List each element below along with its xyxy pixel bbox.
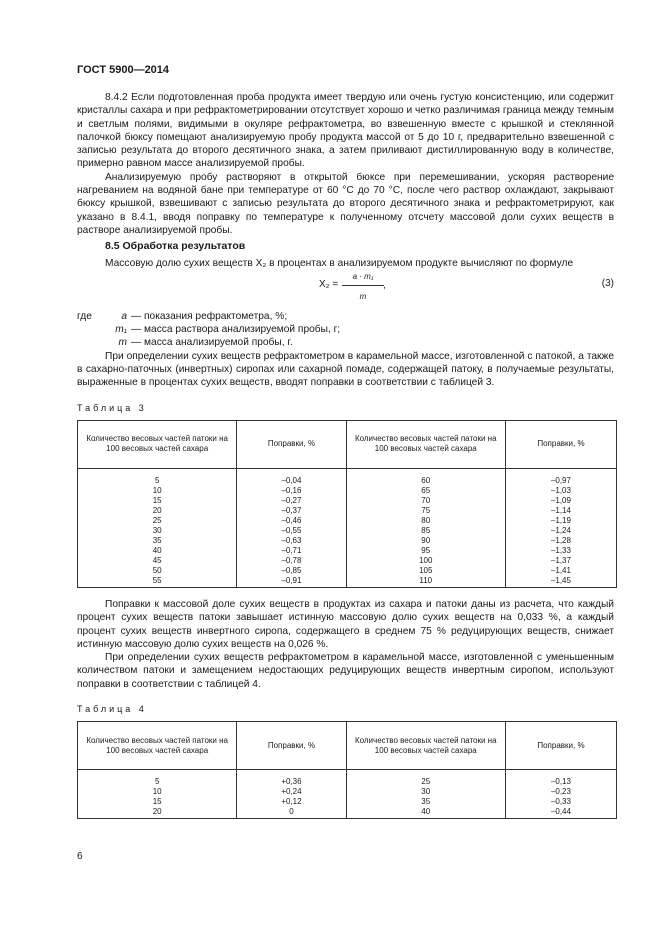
table-cell: 10 [78,787,237,797]
formula-trail: , [383,279,386,291]
table-cell: 25 [78,516,237,526]
table-cell: 100 [346,556,505,566]
table-cell: 80 [346,516,505,526]
definition-lead: где [77,310,92,322]
table-cell: –1,37 [505,556,616,566]
definition-symbol: m [118,337,127,349]
table-cell: 85 [346,526,505,536]
table-cell: –0,91 [237,576,346,588]
table-cell: 105 [346,566,505,576]
table-cell: 20 [78,506,237,516]
table-cell: –0,97 [505,468,616,486]
column-header: Количество весовых частей патоки на 100 весовых частей сахара [78,722,237,770]
page-number: 6 [77,851,83,862]
table-cell: 15 [78,496,237,506]
table-cell: 5 [78,770,237,788]
table-row [78,496,617,506]
column-header: Количество весовых частей патоки на 100 весовых частей сахара [78,420,237,468]
table-row [78,556,617,566]
table-row [78,468,617,486]
table-cell: +0,12 [237,797,346,807]
table-cell: 0 [237,807,346,819]
table-cell: –1,41 [505,566,616,576]
table-cell: 30 [78,526,237,536]
table-4-body [78,770,617,819]
column-header: Поправки, % [505,722,616,770]
table-cell: –0,04 [237,468,346,486]
table-cell: –1,14 [505,506,616,516]
definition-lead [77,336,101,349]
page-content [77,91,614,819]
table-header-row [78,722,617,770]
table-cell: –0,71 [237,546,346,556]
table-cell: –0,44 [505,807,616,819]
table-cell: 35 [346,797,505,807]
section-heading: 8.5 Обработка результатов [105,240,246,253]
table-cell: 15 [78,797,237,807]
formula-fraction [342,270,384,304]
table-3-body [78,468,617,587]
document-header: ГОСТ 5900—2014 [77,64,170,76]
table-cell: 5 [78,468,237,486]
column-header: Количество весовых частей патоки на 100 весовых частей сахара [346,722,505,770]
definition-text: — показания рефрактометра, %; [131,310,288,322]
table-cell: 20 [78,807,237,819]
formula-definitions [77,310,614,350]
table-cell: 95 [346,546,505,556]
table-cell: –1,03 [505,486,616,496]
table-cell: –1,24 [505,526,616,536]
paragraph-formula-intro: Массовую долю сухих веществ X₂ в процентах в анализируемом продукте вычисляют по формуле [105,257,574,269]
table-cell: 110 [346,576,505,588]
paragraph-table4-intro: При определении сухих веществ рефрактометром в карамельной массе, изготовленной с уменьшенным количеством патоки и замещением недостающих редуцирующих веществ инвертным сиропом, используют поправки в соответствии с таблицей 4. [77,652,614,690]
definition-row [77,310,614,323]
table-row [78,526,617,536]
table-cell: –0,85 [237,566,346,576]
table-header-row [78,420,617,468]
definition-symbol: a [121,310,127,322]
column-header: Поправки, % [505,420,616,468]
table-row [78,536,617,546]
definition-row [77,323,614,336]
table-row [78,546,617,556]
table-cell: –1,28 [505,536,616,546]
table-row [78,516,617,526]
table-row [78,797,617,807]
definition-symbol: m₁ [115,324,127,336]
column-header: Поправки, % [237,722,346,770]
table-cell: –0,37 [237,506,346,516]
table-cell: –0,63 [237,536,346,546]
paragraph-table3-intro: При определении сухих веществ рефрактометром в карамельной массе, изготовленной с патокой, а также в сахарно-паточных (инвертных) сиропах или сахарной помаде, содержащей патоку, в получаемые результаты, выраженные в процентах сухих веществ, вводят поправки в соответствии с таблицей 3. [77,350,614,389]
formula-3 [77,270,614,310]
table-cell: –1,33 [505,546,616,556]
table-cell: –1,45 [505,576,616,588]
formula-lhs: X₂ = [319,278,339,290]
table-cell: +0,24 [237,787,346,797]
table-cell: 25 [346,770,505,788]
column-header: Количество весовых частей патоки на 100 весовых частей сахара [346,420,505,468]
table-cell: 30 [346,787,505,797]
table-cell: –0,13 [505,770,616,788]
formula-number: (3) [601,277,614,289]
table-cell: –0,33 [505,797,616,807]
table-cell: –0,27 [237,496,346,506]
table-cell: 40 [346,807,505,819]
definition-lead [77,323,101,336]
column-header: Поправки, % [237,420,346,468]
table-cell: –0,16 [237,486,346,496]
paragraph-dissolution: Анализируемую пробу растворяют в открытой бюксе при перемешивании, ускоряя растворение нагреванием на водяной бане при температуре от 60 °С до 70 °С, после чего раствор охлаждают, закрывают бюксу крышкой, взвешивают с записью результата до второго десятичного знака и рефрактометрируют, как указано в 8.4.1, вводя поправку по температуре к полученному отсчету массовой доли сухих веществ в растворе анализируемой пробы. [77,171,614,236]
formula-denominator: m [359,292,367,302]
table-cell: 60 [346,468,505,486]
table-cell: –0,78 [237,556,346,566]
table-cell: 10 [78,486,237,496]
table-4 [77,721,617,819]
definition-row [77,336,614,349]
definition-text: — масса раствора анализируемой пробы, г; [131,324,341,336]
table-cell: 70 [346,496,505,506]
paragraph-correction-basis: Поправки к массовой доле сухих веществ в продуктах из сахара и патоки даны из расчета, что каждый процент сухих веществ патоки завышает истинную массовую долю сухих веществ на 0,033 %, а каждый процент сухих веществ инвертного сиропа, содержащего в среднем 75 % редуцирующих веществ, снижает истинную массовую долю сухих веществ на 0,026 %. [77,598,614,650]
formula-numerator: a · m₁ [342,270,384,286]
table-cell: +0,36 [237,770,346,788]
table-row [78,566,617,576]
table-3-caption: Таблица 3 [77,402,147,413]
table-row [78,787,617,797]
table-4-caption: Таблица 4 [77,704,147,715]
table-row [78,807,617,819]
table-cell: 40 [78,546,237,556]
definition-text: — масса анализируемой пробы, г. [131,337,293,349]
table-cell: 55 [78,576,237,588]
table-cell: 35 [78,536,237,546]
table-cell: –1,09 [505,496,616,506]
table-cell: 50 [78,566,237,576]
table-cell: –0,46 [237,516,346,526]
table-cell: –1,19 [505,516,616,526]
table-cell: 45 [78,556,237,566]
table-cell: –0,55 [237,526,346,536]
table-cell: 75 [346,506,505,516]
table-row [78,506,617,516]
table-3 [77,420,617,588]
table-cell: –0,23 [505,787,616,797]
table-row [78,486,617,496]
table-row [78,576,617,588]
paragraph-8-4-2: 8.4.2 Если подготовленная проба продукта имеет твердую или очень густую консистенцию, или содержит кристаллы сахара и при рефрактометрировании отсутствует хорошо и четко различимая граница между темным и светлым полями, видимыми в окуляре рефрактометра, во взвешенную вместе с крышкой и стеклянной палочкой бюксу помещают анализируемую пробу продукта массой от 5 до 10 г, предварительно взвешенной с записью результата до второго десятичного знака, а затем приливают дистиллированную воду в количестве, примерно равном массе анализируемой пробы. [77,92,614,170]
table-cell: 65 [346,486,505,496]
table-row [78,770,617,788]
table-cell: 90 [346,536,505,546]
